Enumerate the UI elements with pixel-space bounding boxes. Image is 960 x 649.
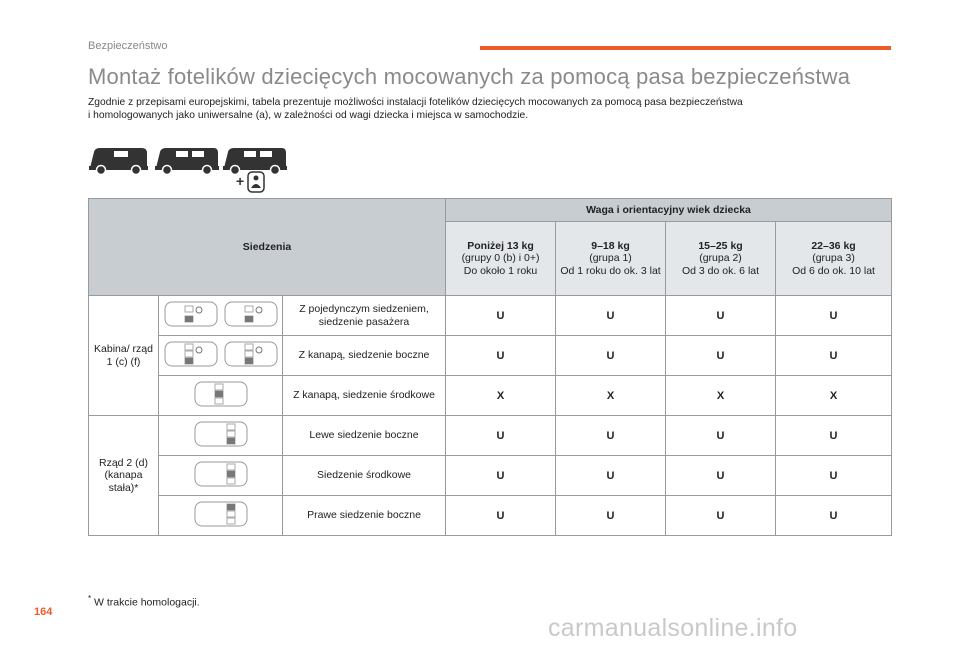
table-row (89, 336, 892, 376)
table-cell: U (556, 456, 666, 496)
group-age: Od 3 do ok. 6 lat (681, 264, 760, 277)
table-cell: X (666, 376, 776, 416)
intro-paragraph (88, 96, 888, 122)
weight-header: Waga i orientacyjny wiek dziecka (446, 199, 892, 222)
group-header (556, 222, 666, 296)
table-cell: U (776, 296, 892, 336)
table-cell: X (556, 376, 666, 416)
seat-diagram-icon (159, 496, 283, 536)
table-row (89, 416, 892, 456)
group-age: Od 6 do ok. 10 lat (792, 264, 875, 277)
seat-diagram-icon (159, 416, 283, 456)
van-medium-icon (155, 148, 219, 175)
table-cell: U (776, 496, 892, 536)
intro-line-1: Zgodnie z przepisami europejskimi, tabela prezentuje możliwości instalacji fotelików dziecięcych mocowanych za pomocą pasa bezpieczeństwa (88, 97, 743, 108)
group-label: (grupa 3) (812, 252, 855, 265)
table-row (89, 456, 892, 496)
seat-position-label: Lewe siedzenie boczne (283, 416, 446, 456)
footnote (88, 594, 200, 609)
group-age: Od 1 roku do ok. 3 lat (560, 264, 661, 277)
group-age: Do około 1 roku (463, 264, 538, 277)
table-cell: U (556, 496, 666, 536)
table-cell: U (446, 336, 556, 376)
seat-position-label: Prawe siedzenie boczne (283, 496, 446, 536)
van-short-icon (89, 148, 148, 175)
group-range: 22–36 kg (811, 239, 856, 252)
table-row (89, 376, 892, 416)
seat-diagram-icon (159, 456, 283, 496)
footnote-marker: * (88, 594, 92, 603)
table-cell: U (556, 296, 666, 336)
table-cell: X (776, 376, 892, 416)
table-cell: U (776, 456, 892, 496)
table-cell: U (446, 416, 556, 456)
seat-diagram-icon (159, 296, 283, 336)
group-header (446, 222, 556, 296)
seats-header: Siedzenia (89, 199, 446, 296)
row-group-label: Kabina/ rząd 1 (c) (f) (89, 296, 159, 416)
table-cell: U (556, 336, 666, 376)
table-cell: U (446, 456, 556, 496)
seat-position-label: Z kanapą, siedzenie boczne (283, 336, 446, 376)
table-cell: U (446, 496, 556, 536)
child-seat-table (88, 198, 892, 536)
group-label: (grupa 2) (699, 252, 742, 265)
table-cell: U (776, 416, 892, 456)
seat-position-label: Z kanapą, siedzenie środkowe (283, 376, 446, 416)
van-long-icon (223, 148, 287, 175)
section-label: Bezpieczeństwo (88, 40, 168, 52)
table-cell: U (556, 416, 666, 456)
table-row (89, 296, 892, 336)
table-cell: U (446, 296, 556, 336)
seat-diagram-icon (159, 336, 283, 376)
vehicle-variants-icons (88, 142, 288, 194)
page-number: 164 (34, 606, 53, 618)
table-cell: U (776, 336, 892, 376)
table-cell: U (666, 416, 776, 456)
table-row (89, 496, 892, 536)
watermark: carmanualsonline.info (548, 614, 798, 642)
seat-position-label: Siedzenie środkowe (283, 456, 446, 496)
seat-position-label: Z pojedynczym siedzeniem, siedzenie pasażera (283, 296, 446, 336)
group-label: (grupy 0 (b) i 0+) (461, 252, 540, 265)
page-title: Montaż fotelików dziecięcych mocowanych za pomocą pasa bezpieczeństwa (88, 64, 851, 89)
section-accent-bar (480, 46, 891, 50)
group-range: 15–25 kg (698, 239, 743, 252)
plus-child-seat-icon (236, 172, 264, 192)
intro-line-2: i homologowanych jako uniwersalne (a), w zależności od wagi dziecka i miejsca w samochodzie. (88, 110, 529, 121)
group-range: 9–18 kg (591, 239, 630, 252)
group-header (666, 222, 776, 296)
table-cell: U (666, 496, 776, 536)
table-cell: U (666, 336, 776, 376)
svg-text:+: + (236, 173, 245, 189)
group-header (776, 222, 892, 296)
row-group-label: Rząd 2 (d) (kanapa stała)* (89, 416, 159, 536)
table-cell: X (446, 376, 556, 416)
seat-diagram-icon (159, 376, 283, 416)
group-range: Poniżej 13 kg (467, 239, 534, 252)
table-cell: U (666, 296, 776, 336)
footnote-text: W trakcie homologacji. (94, 596, 200, 609)
table-cell: U (666, 456, 776, 496)
group-label: (grupa 1) (589, 252, 632, 265)
